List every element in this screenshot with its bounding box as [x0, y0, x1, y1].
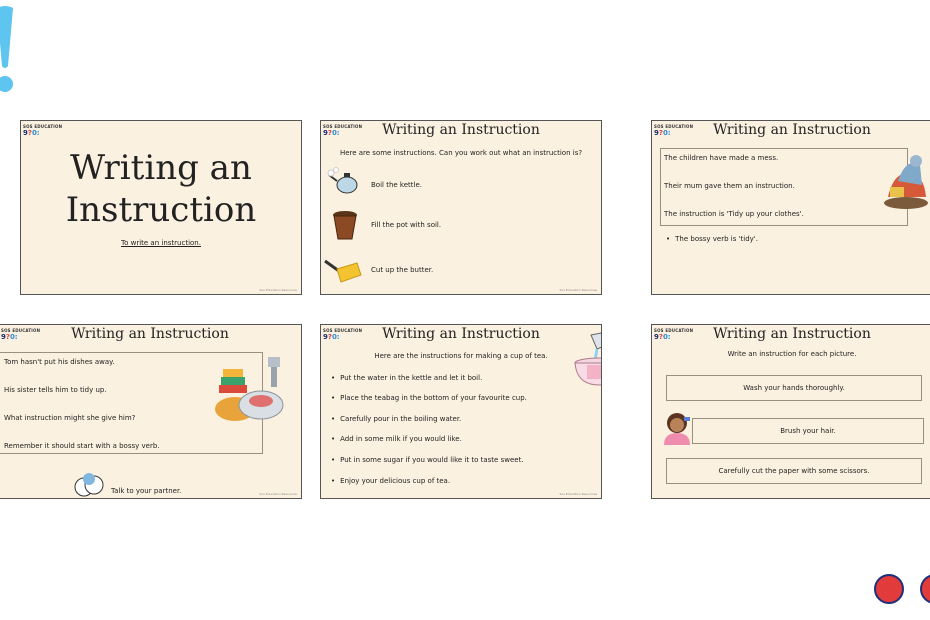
- paint-splash-icon: [920, 574, 930, 604]
- slide-title: Writing an Instruction: [71, 326, 229, 342]
- exclamation-icon: [0, 4, 16, 96]
- slide-title-large: Writing an Instruction: [65, 148, 257, 230]
- tea-step: • Add in some milk if you would like.: [331, 435, 462, 443]
- story-line: The children have made a mess.: [664, 154, 779, 162]
- footer-text: Sos Education Resources: [259, 288, 297, 292]
- tea-step: • Enjoy your delicious cup of tea.: [331, 477, 450, 485]
- slide-thumbnail-5[interactable]: [320, 324, 602, 499]
- slide-intro: Here are the instructions for making a cup of tea.: [374, 352, 548, 360]
- slide-thumbnail-1[interactable]: [20, 120, 302, 295]
- logo: SOS EDUCATION 9?0:: [654, 124, 694, 137]
- logo: SOS EDUCATION 9?0:: [323, 328, 363, 341]
- tea-step: • Carefully pour in the boiling water.: [331, 415, 461, 423]
- slide-thumbnail-3[interactable]: [651, 120, 930, 295]
- dishes-icon: [213, 355, 287, 427]
- slide-title: Writing an Instruction: [382, 326, 540, 342]
- slide-question: Here are some instructions. Can you work out what an instruction is?: [339, 149, 583, 157]
- teacup-icon: [569, 331, 602, 393]
- logo: SOS EDUCATION 9?0:: [654, 328, 694, 341]
- answer-box: Brush your hair.: [692, 418, 924, 444]
- talk-prompt: Talk to your partner.: [111, 487, 182, 495]
- speech-bubbles-icon: [73, 473, 105, 499]
- girl-brushing-icon: [658, 409, 696, 445]
- slide-thumbnail-4[interactable]: [0, 324, 302, 499]
- story-line: The instruction is 'Tidy up your clothes'.: [664, 210, 804, 218]
- instruction-item: Cut up the butter.: [371, 266, 434, 274]
- butter-icon: [323, 255, 363, 285]
- story-line: His sister tells him to tidy up.: [4, 386, 107, 394]
- footer-text: Sos Education Resources: [559, 288, 597, 292]
- story-line: What instruction might she give him?: [4, 414, 136, 422]
- tea-step: • Place the teabag in the bottom of your favourite cup.: [331, 394, 527, 402]
- clothes-pile-icon: [880, 151, 930, 213]
- story-line: Their mum gave them an instruction.: [664, 182, 795, 190]
- plant-pot-icon: [331, 209, 359, 241]
- kettle-icon: [325, 167, 363, 195]
- footer-text: Sos Education Resources: [559, 492, 597, 496]
- tea-step: • Put the water in the kettle and let it boil.: [331, 374, 482, 382]
- slide-thumbnail-6[interactable]: [651, 324, 930, 499]
- instruction-item: Boil the kettle.: [371, 181, 422, 189]
- answer-box: Wash your hands thoroughly.: [666, 375, 922, 401]
- logo: SOS EDUCATION 9?0:: [23, 124, 63, 137]
- slide-subtitle: To write an instruction.: [121, 239, 201, 247]
- logo: SOS EDUCATION 9?0:: [1, 328, 41, 341]
- instruction-item: Fill the pot with soil.: [371, 221, 442, 229]
- story-line: Remember it should start with a bossy verb.: [4, 442, 160, 450]
- logo: SOS EDUCATION 9?0:: [323, 124, 363, 137]
- tea-step: • Put in some sugar if you would like it to taste sweet.: [331, 456, 524, 464]
- bossy-verb-bullet: • The bossy verb is 'tidy'.: [666, 235, 758, 243]
- slide-title: Writing an Instruction: [713, 326, 871, 342]
- paint-splash-icon: [874, 574, 904, 604]
- slide-thumbnail-2[interactable]: [320, 120, 602, 295]
- footer-text: Sos Education Resources: [259, 492, 297, 496]
- slide-title: Writing an Instruction: [382, 122, 540, 138]
- story-line: Tom hasn't put his dishes away.: [4, 358, 115, 366]
- slide-intro: Write an instruction for each picture.: [727, 350, 857, 358]
- answer-box: Carefully cut the paper with some scissors.: [666, 458, 922, 484]
- slide-title: Writing an Instruction: [713, 122, 871, 138]
